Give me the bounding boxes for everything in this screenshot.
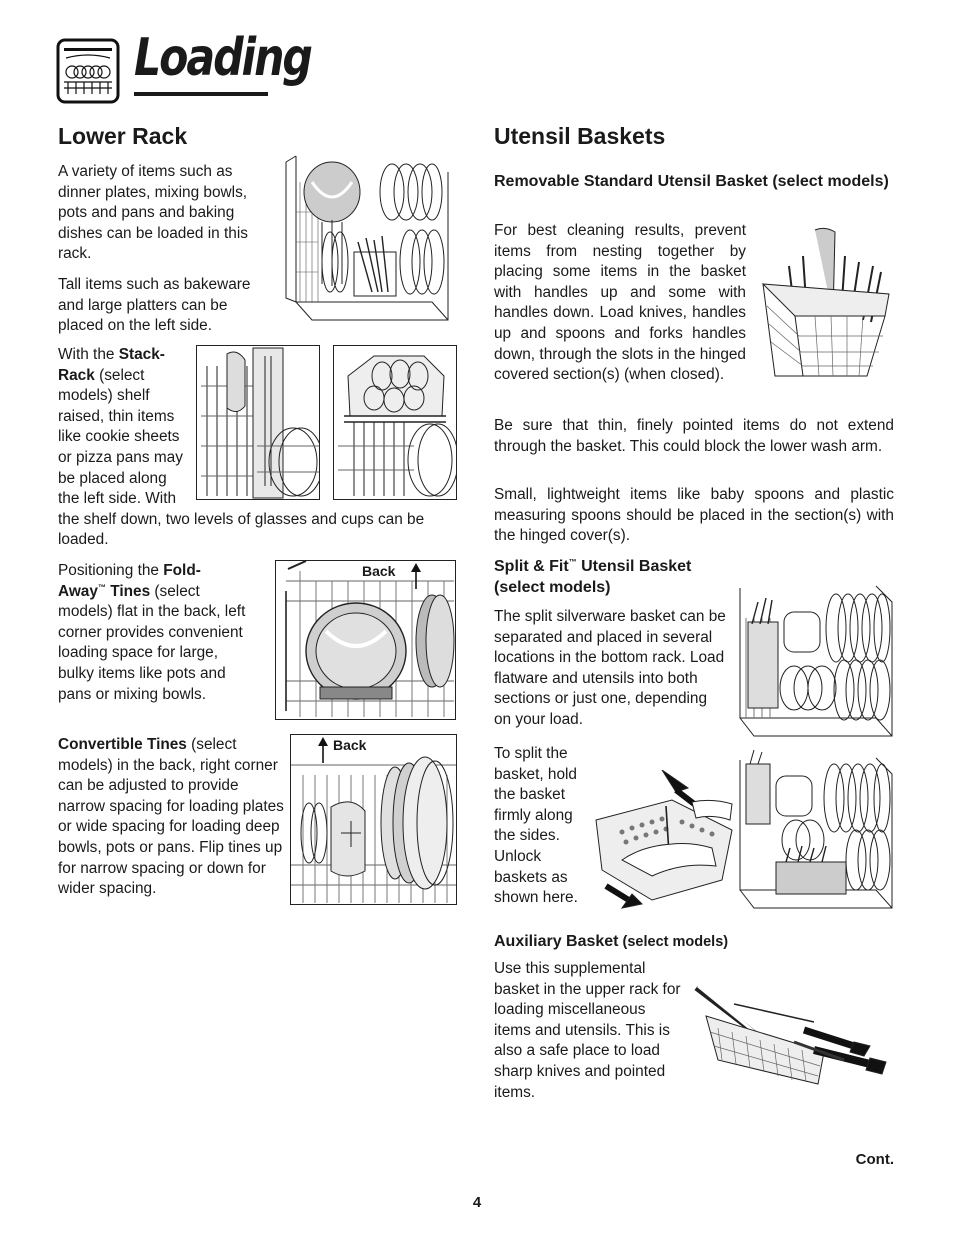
stack-rack-lowered-illustration bbox=[333, 345, 457, 500]
split-fit-heading: Split & Fit™ Utensil Basket (select models) bbox=[494, 557, 692, 596]
back-arrow-icon bbox=[410, 563, 422, 589]
split-basket-rack-illustration-bottom bbox=[736, 750, 894, 910]
lower-rack-paragraph-1: A variety of items such as dinner plates, mixing bowls, pots and pans and baking dishes can be loaded in this rack. bbox=[58, 163, 248, 263]
fold-away-text: (select models) flat in the back, left corner provides convenient loading space for large, bulky items like pots and pans or mixing bowls. bbox=[58, 582, 246, 703]
fold-away-tines-illustration bbox=[275, 560, 456, 720]
fold-away-intro: Positioning the bbox=[58, 562, 164, 579]
back-label-convertible: Back bbox=[333, 737, 367, 753]
standard-utensil-basket-illustration bbox=[755, 226, 895, 384]
continued-label: Cont. bbox=[855, 1151, 894, 1168]
page-number: 4 bbox=[472, 1194, 482, 1211]
lower-rack-illustration bbox=[282, 152, 456, 324]
split-how-text: To split the basket, hold the basket firmly along the sides. Unlock baskets as shown here. bbox=[494, 745, 578, 907]
removable-basket-heading: Removable Standard Utensil Basket (select models) bbox=[494, 173, 889, 190]
lower-rack-paragraph-2: Tall items such as bakeware and large platters can be placed on the left side. bbox=[58, 276, 251, 335]
auxiliary-basket-illustration bbox=[694, 980, 890, 1092]
convertible-tines-paragraph bbox=[58, 735, 286, 900]
back-arrow-icon bbox=[317, 737, 329, 763]
small-items-paragraph: Small, lightweight items like baby spoons and plastic measuring spoons should be placed in the section(s) with the hinged cover(s). bbox=[494, 486, 894, 545]
fold-away-bold: Fold-Away™ Tines bbox=[58, 562, 201, 600]
split-basket-rack-illustration-top bbox=[736, 578, 894, 740]
removable-basket-paragraph: For best cleaning results, prevent items from nesting together by placing some items in the basket with handles up and some with handles down. Load knives, handles up and spoons and forks handles down, through the slots in the hinged covered section(s) (when closed). bbox=[494, 222, 746, 384]
convertible-tines-text: (select models) in the back, right corner can be adjusted to provide narrow spacing for loading plates or wide spacing for loading deep bowls, pots or pans. Flip tines up for narrow spacing or down for wider spacing. bbox=[58, 736, 284, 898]
stack-rack-raised-illustration bbox=[196, 345, 320, 500]
header-dishwasher-icon bbox=[56, 38, 120, 104]
auxiliary-basket-paragraph: Use this supplemental basket in the upper rack for loading miscellaneous items and utensils. This is also a safe place to load sharp knives and pointed items. bbox=[494, 960, 681, 1101]
split-basket-hands-illustration bbox=[592, 770, 738, 910]
lower-rack-heading: Lower Rack bbox=[58, 123, 188, 149]
thin-items-paragraph: Be sure that thin, finely pointed items do not extend through the basket. This could block the lower wash arm. bbox=[494, 417, 894, 455]
convertible-tines-bold: Convertible Tines bbox=[58, 736, 187, 753]
page-title: Loading bbox=[134, 28, 311, 88]
utensil-baskets-heading: Utensil Baskets bbox=[494, 123, 666, 149]
fold-away-paragraph bbox=[58, 561, 248, 705]
auxiliary-basket-heading: Auxiliary Basket (select models) bbox=[494, 933, 729, 950]
back-label-fold-away: Back bbox=[362, 563, 396, 579]
title-underline bbox=[134, 92, 268, 96]
stack-rack-bold: Stack-Rack bbox=[58, 346, 165, 384]
stack-rack-text: (select models) shelf raised, thin items like cookie sheets or pizza pans may be placed along the left side. With the shelf down, two levels of glasses and cups can be loaded. bbox=[58, 366, 425, 549]
stack-rack-intro: With the bbox=[58, 346, 119, 363]
convertible-tines-illustration bbox=[290, 734, 457, 905]
split-fit-paragraph: The split silverware basket can be separated and placed in several locations in the bottom rack. Load flatware and utensils into both sections or just one, depending on your load. bbox=[494, 608, 726, 728]
